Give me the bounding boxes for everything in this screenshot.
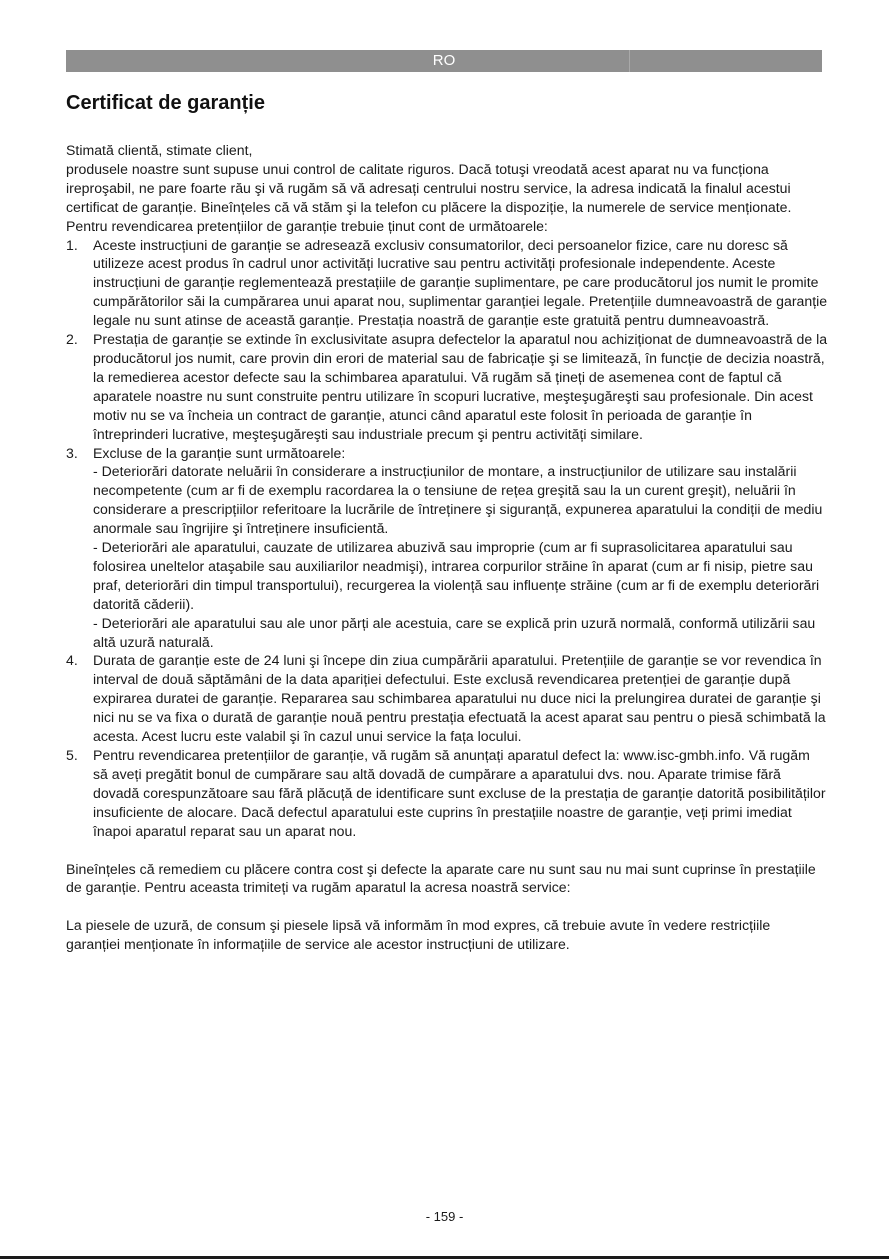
- conditions-list: [66, 236, 828, 841]
- page-title: Certificat de garanție: [66, 92, 265, 114]
- list-item: [66, 444, 828, 652]
- list-item: [66, 236, 828, 331]
- language-code: RO: [432, 52, 456, 69]
- item-number: 2.: [66, 331, 78, 348]
- item-paragraph: - Deteriorări datorate neluării în considerare a instrucțiunilor de montare, a instrucțiunilor de utilizare sau instalării necompetente (cum ar fi de exemplu racordarea la o tensiune de rețea greşită sau la un curent greşit), neluării în considerare a prescripțiilor referitoare la lucrările de întreținere şi siguranță, expunerea aparatului la condiții de mediu anormale sau îngrijire şi întreținere insuficientă.: [93, 463, 823, 537]
- list-item: [66, 330, 828, 443]
- closing-paragraph-repairs: Bineînțeles că remediem cu plăcere contra cost şi defecte la aparate care nu sunt sau nu mai sunt cuprinse în prestațiile de garanție. Pentru aceasta trimiteți va rugăm aparatul la acresa noastră service:: [66, 860, 816, 896]
- item-paragraph: - Deteriorări ale aparatului, cauzate de utilizarea abuzivă sau impropriе (cum ar fi suprasolicitarea aparatului sau folosirea uneltelor ataşabile sau auxiliarilor neadmişi), intrarea corpurilor străine în aparat (cum ar fi nisip, pietre sau praf, deteriorări din timpul transportului), recurgerea la violență sau influențe străine (cum ar fi de exemplu deteriorări datorită căderii).: [93, 539, 820, 612]
- item-number: 4.: [66, 652, 78, 669]
- item-paragraph: Prestația de garanție se extinde în exclusivitate asupra defectelor la aparatul nou achiziționat de dumneavoastră de la producătorul jos numit, care provin din erori de material sau de fabricație şi se limitează, în funcție de decizia noastră, la remedierea acestor defecte sau la schimbarea aparatului. Vă rugăm să țineți de asemenea cont de faptul că aparatele noastre nu sunt construite pentru utilizare în scopuri lucrative, meşteşugăreşti sau profesionale. Din acest motiv nu se va încheia un contract de garanție, atunci când aparatul este folosit în perioada de garanție în întreprinderi lucrative, meşteşugăreşti sau industriale precum şi pentru activități similare.: [93, 331, 828, 442]
- header-divider: [629, 50, 630, 72]
- language-header-bar: [66, 50, 822, 72]
- item-number: 5.: [66, 747, 78, 763]
- list-item: [66, 651, 828, 746]
- item-paragraph: Durata de garanție este de 24 luni şi începe din ziua cumpărării aparatului. Pretențiile de garanție se vor revendica în interval de două săptămâni de la data apariției defectului. Este exclusă revendicarea pretenției de garanție după expirarea duratei de garanție. Repararea sau schimbarea aparatului nu duce nici la prelungirea duratei de garanție şi nici nu se va fixa o durată de garanție nouă pentru prestația efectuată la acest aparat sau pentru o piesă schimbată la acesta. Acest lucru este valabil şi în cazul unui service la fața locului.: [93, 652, 826, 745]
- item-number: 3.: [66, 444, 78, 461]
- item-paragraph: - Deteriorări ale aparatului sau ale unor părți ale acestuia, care se explică prin uzură normală, conformă utilizării sau altă uzură naturală.: [93, 614, 816, 650]
- list-item: [66, 746, 828, 841]
- item-paragraph: Excluse de la garanție sunt următoarele:: [93, 444, 346, 461]
- item-paragraph: Pentru revendicarea pretențiilor de garanție, vă rugăm să anunțați aparatul defect la: www.isc-gmbh.info. Vă rugăm să aveți pregătit bonul de cumpărare sau altă dovadă de cumpărare a aparatului dvs. nou. Aparate trimise fără dovadă corespunzătoare sau fără plăcuță de identificare sunt excluse de la prestația de garanție datorită posibilităților insuficiente de alocare. Dacă defectul aparatului este cuprins în prestațiile noastre de garanție, veți primi imediat înapoi aparatul reparat sau un aparat nou.: [93, 747, 826, 839]
- document-body: [66, 141, 828, 954]
- item-paragraph: Aceste instrucțiuni de garanție se adresează exclusiv consumatorilor, deci persoanelor fizice, care nu doresc să utilizeze acest produs în cadrul unor activități lucrative sau pentru activități profesionale independente. Aceste instrucțiuni de garanție reglementează prestațiile de garanție suplimentare, pe care producătorul jos numit le promite cumpărătorilor săi la cumpărarea unui aparat nou, suplimentar garanției legale. Pretențiile dumneavoastră de garanție legale nu sunt atinse de această garanție. Prestația noastră de garanție este gratuită pentru dumneavoastră.: [93, 236, 828, 329]
- intro-paragraph: produsele noastre sunt supuse unui control de calitate riguros. Dacă totuşi vreodată acest aparat nu va funcționa ireproşabil, ne pare foarte rău şi vă rugăm să vă adresați centrului nostru service, la adresa indicată la finalul acestui certificat de garanție. Bineînțeles că vă stăm şi la telefon cu plăcere la dispoziție, la numerele de service menționate. Pentru revendicarea pretențiilor de garanție trebuie ținut cont de următoarele:: [66, 160, 792, 234]
- item-number: 1.: [66, 236, 78, 253]
- closing-paragraph-wear-parts: La piesele de uzură, de consum şi piesele lipsă vă informăm în mod expres, că trebuie avute în vedere restricțiile garanției menționate în informațiile de service ale acestor instrucțiuni de utilizare.: [66, 917, 771, 953]
- greeting: Stimată clientă, stimate client,: [66, 142, 253, 158]
- page-number: - 159 -: [425, 1209, 464, 1224]
